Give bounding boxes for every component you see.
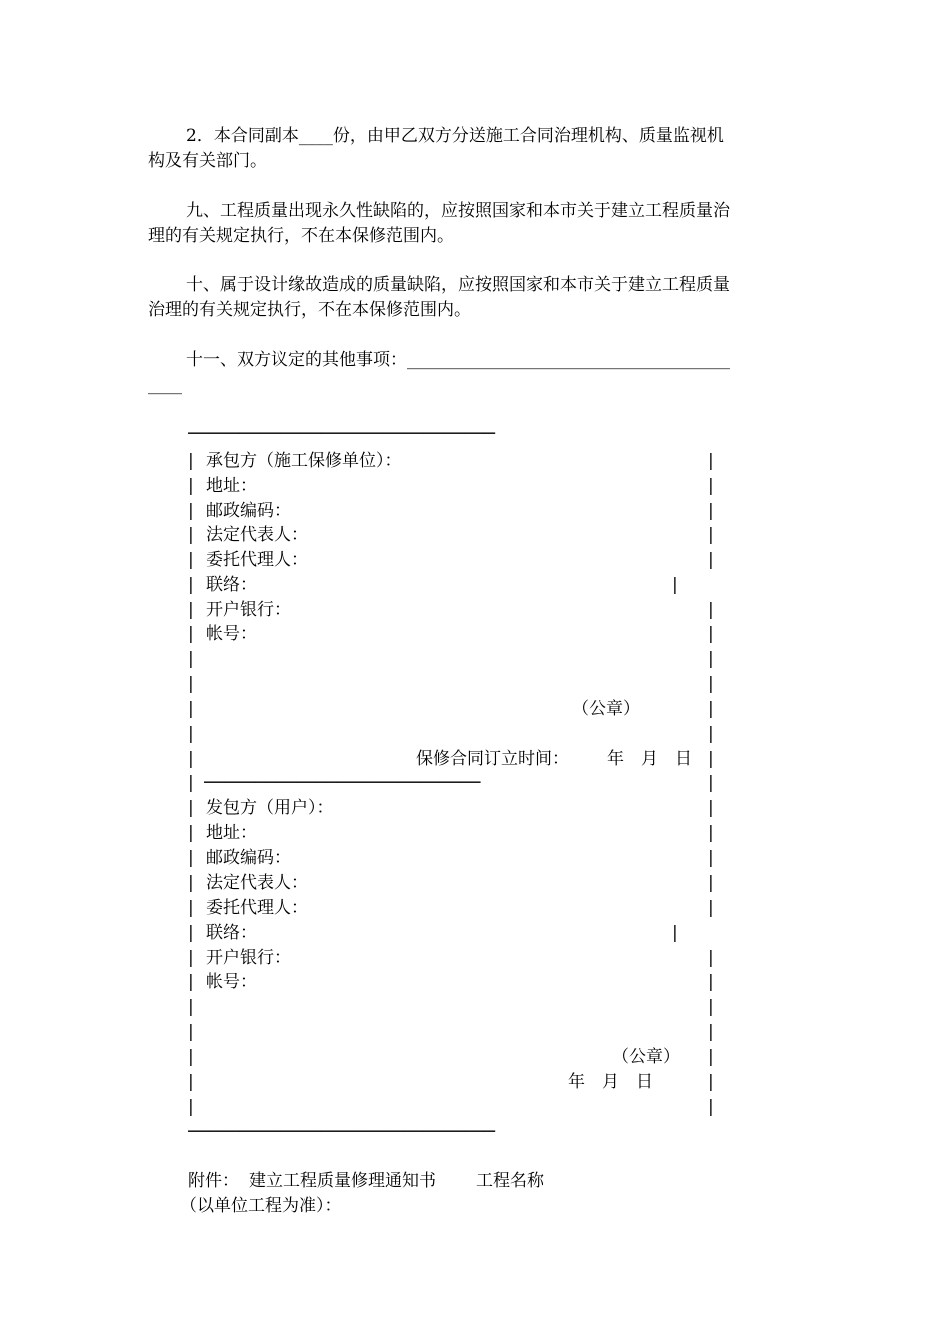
contractor-postcode-label: 邮政编码： [206,501,291,521]
form-border: | [188,674,194,694]
blank-row [188,647,718,672]
form-border: | [188,525,194,545]
form-border: | [188,476,194,496]
contractor-postcode-row [188,499,718,524]
client-agent-label: 委托代理人： [206,898,308,918]
form-mid-rule-row [188,771,718,796]
paragraph-line: 十、属于设计缘故造成的质量缺陷，应按照国家和本市关于建立工程质量 [186,275,730,295]
client-seal-row [188,1045,718,1070]
form-border: | [708,823,714,843]
paragraph-article-10 [148,273,802,323]
form-border: | [188,1072,194,1092]
attachment-line [188,1169,544,1194]
form-border: | [188,972,194,992]
contractor-bank-row [188,598,718,623]
contractor-date-row [188,747,718,772]
form-border: | [708,898,714,918]
form-border: | [708,699,714,719]
form-border: | [708,1022,714,1042]
paragraph-line: 理的有关规定执行，不在本保修范围内。 [148,226,454,246]
form-border: | [188,724,194,744]
contract-date-value: 年 月 日 [607,749,692,769]
form-border: | [188,699,194,719]
form-border: | [708,624,714,644]
client-heading-row [188,796,718,821]
paragraph-article-9 [148,199,802,249]
form-border: | [708,501,714,521]
form-border: | [708,773,714,793]
contractor-address-label: 地址： [206,476,257,496]
form-border: | [708,476,714,496]
contractor-seal-row [188,697,718,722]
form-border: | [188,451,194,471]
form-border: | [708,724,714,744]
form-border: | [708,749,714,769]
client-contact-label: 联络： [206,923,257,943]
form-border: | [188,749,194,769]
form-border: | [188,649,194,669]
client-postcode-row [188,846,718,871]
contractor-account-label: 帐号： [206,624,257,644]
form-border: | [708,873,714,893]
form-border: | [672,923,678,943]
attachment-note: （以单位工程为准）： [180,1196,342,1216]
form-border: | [188,1022,194,1042]
client-legal-rep-label: 法定代表人： [206,873,308,893]
client-date-value: 年 月 日 [568,1072,653,1092]
client-seal: （公章） [612,1047,680,1067]
paragraph-line: 九、工程质量出现永久性缺陷的，应按照国家和本市关于建立工程质量治 [186,201,730,221]
form-border: | [672,575,678,595]
form-border: | [708,674,714,694]
attachment-label: 附件： [188,1171,239,1191]
form-border: | [188,1097,194,1117]
paragraph-article-11 [148,348,802,398]
form-border: | [708,948,714,968]
form-top-rule: ────────────────────────────── [188,424,496,444]
contractor-heading: 承包方（施工保修单位）： [206,451,402,471]
client-contact-row [188,921,718,946]
form-border: | [188,848,194,868]
contractor-legal-rep-label: 法定代表人： [206,525,308,545]
client-date-row [188,1070,718,1095]
contractor-bank-label: 开户银行： [206,600,291,620]
contractor-address-row [188,474,718,499]
form-border: | [708,649,714,669]
blank-row [188,995,718,1020]
blank-row [188,722,718,747]
form-border: | [188,923,194,943]
form-border: | [188,1047,194,1067]
contractor-agent-label: 委托代理人： [206,550,308,570]
client-account-label: 帐号： [206,972,257,992]
attachment-title: 建立工程质量修理通知书 [249,1171,436,1191]
contractor-heading-row [188,449,718,474]
form-border: | [708,1072,714,1092]
form-border: | [708,525,714,545]
contractor-account-row [188,622,718,647]
form-border: | [188,773,194,793]
client-address-label: 地址： [206,823,257,843]
contract-date-label: 保修合同订立时间： [416,749,569,769]
client-postcode-label: 邮政编码： [206,848,291,868]
contractor-contact-label: 联络： [206,575,257,595]
contractor-seal: （公章） [572,699,640,719]
form-border: | [188,575,194,595]
contractor-contact-row [188,573,718,598]
form-border: | [188,898,194,918]
form-border: | [188,823,194,843]
form-border: | [708,451,714,471]
client-bank-row [188,946,718,971]
paragraph-line: 治理的有关规定执行，不在本保修范围内。 [148,300,471,320]
form-border: | [188,624,194,644]
form-border: | [188,997,194,1017]
client-legal-rep-row [188,871,718,896]
paragraph-line: ____ [148,375,182,395]
form-border: | [188,798,194,818]
form-border: | [708,848,714,868]
blank-row [188,1020,718,1045]
contractor-legal-rep-row [188,523,718,548]
form-border: | [708,1047,714,1067]
client-agent-row [188,896,718,921]
client-account-row [188,970,718,995]
client-heading: 发包方（用户）： [206,798,334,818]
paragraph-line: 2．本合同副本____份，由甲乙双方分送施工合同治理机构、质量监视机 [186,126,724,146]
form-border: | [708,1097,714,1117]
attachment-project-name: 工程名称 [476,1171,544,1191]
form-border: | [188,948,194,968]
form-border: | [708,972,714,992]
form-border: | [708,997,714,1017]
client-bank-label: 开户银行： [206,948,291,968]
form-border: | [708,798,714,818]
form-border: | [188,550,194,570]
blank-row [188,672,718,697]
paragraph-line: 构及有关部门。 [148,151,267,171]
form-bottom-rule: ────────────────────────────── [188,1122,496,1142]
blank-row [188,1095,718,1120]
paragraph-line: 十一、双方议定的其他事项：______________________________________ [186,350,730,370]
form-mid-rule: ─────────────────────────── [204,773,481,793]
form-border: | [708,600,714,620]
form-border: | [708,550,714,570]
form-border: | [188,873,194,893]
form-border: | [188,501,194,521]
form-border: | [188,600,194,620]
contractor-agent-row [188,548,718,573]
paragraph-copies [148,124,802,174]
client-address-row [188,821,718,846]
